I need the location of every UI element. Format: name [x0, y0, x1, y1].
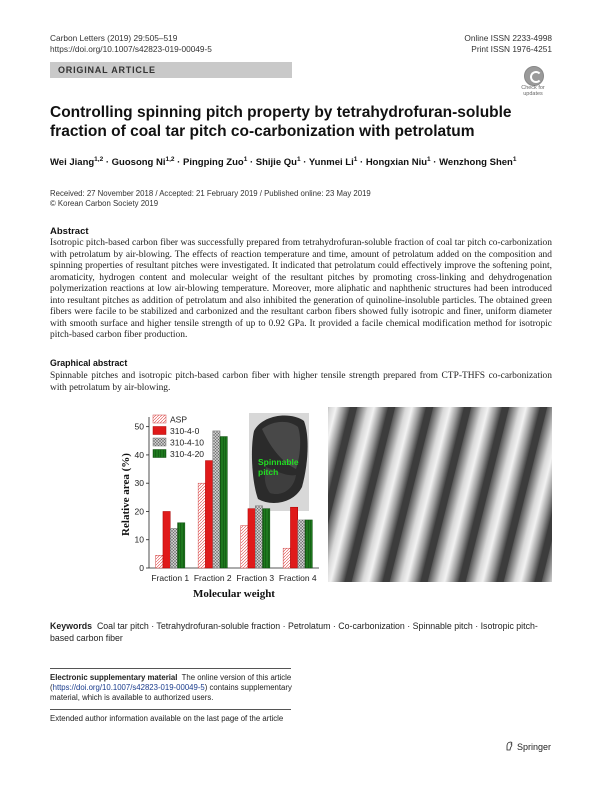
bar — [283, 548, 290, 568]
bar — [305, 520, 312, 568]
abstract-text: Isotropic pitch-based carbon fiber was successfully prepared from tetrahydrofuran-soluble fraction of coal tar pitch co-carbonization with petrolatum by air-blowing. The effects of reaction temperature and time, amount of petrolatum added on the composition and spinning properties of resultant pitches were investigated. It indicated that petrolatum could effectively improve the softening point, aromaticity, hydrogen content and molecular weight of the resultant pitches by promoting cross-linking and dehydrogenation polymerization reactions at low air-blowing temperature. Moreover, more aliphatic and naphthenic structures had been introduced into resultant pitches as addition of petrolatum and also inhibited the generation of quinoline-insoluble particles. The obtained green fibers were facile to be stabilized and carbonized and the resultant carbon fibers showed fully isotropic and finer, uniform diameter with smooth surface and higher tensile strength of up to 0.92 GPa. It provided a facile chemical modification method for isotropic pitch-based carbon fiber production. — [50, 238, 552, 341]
legend-swatch — [153, 450, 166, 458]
bar — [220, 437, 227, 568]
legend-swatch — [153, 438, 166, 446]
abstract-heading: Abstract — [50, 226, 89, 237]
copyright-line: © Korean Carbon Society 2019 — [50, 199, 159, 208]
bar — [156, 555, 163, 568]
article-title: Controlling spinning pitch property by tetrahydrofuran-soluble fraction of coal tar pitch co-carbonization with petrolatum — [50, 104, 512, 140]
author-affiliation: 1,2 — [165, 156, 175, 163]
check-for-updates-badge[interactable] — [516, 66, 550, 102]
publisher-logo — [505, 741, 551, 752]
author-affiliation: 1,2 — [94, 156, 104, 163]
y-tick-label: 20 — [134, 506, 144, 517]
bar — [248, 509, 255, 568]
x-tick-label: Fraction 1 — [151, 573, 190, 583]
author-name: Yunmei Li — [308, 157, 354, 169]
print-issn: Print ISSN 1976-4251 — [471, 43, 552, 54]
online-issn: Online ISSN 2233-4998 — [464, 33, 552, 43]
legend-entry: 310-4-0 — [170, 426, 200, 436]
publication-dates — [50, 189, 371, 209]
bar — [298, 520, 305, 568]
y-tick-label: 30 — [134, 478, 144, 489]
author-list: Wei Jiang$^{1,2}$ · Guosong Ni$^{1,2}$ · Pingping Zuo$^1$ · Shijie $Qu^1$ · Yunmei $Li^1$ · Hongxian Niu$^1$ · Wenzhong Shen$^1$ — [50, 156, 517, 169]
supplementary-material-note — [50, 673, 300, 704]
esm-text-2: ) contains supplementary material, which is available to authorized users. — [50, 683, 292, 703]
keywords — [50, 621, 552, 644]
y-tick-label: 50 — [134, 421, 144, 432]
author-affiliation: 1 — [427, 156, 431, 163]
journal-header — [50, 33, 212, 54]
x-tick-label: Fraction 4 — [278, 573, 317, 583]
author-affiliation: 1 — [243, 156, 248, 163]
check-updates-label: Check for updates — [521, 85, 545, 97]
springer-horse-icon — [505, 741, 514, 751]
bar — [255, 506, 262, 568]
esm-link[interactable]: https://doi.org/10.1007/s42823-019-00049-5 — [52, 683, 205, 693]
y-tick-label: 40 — [134, 449, 144, 460]
dates-line: Received: 27 November 2018 / Accepted: 21 February 2019 / Published online: 23 May 2019 — [50, 189, 371, 198]
bar — [198, 483, 205, 568]
publisher-name: Springer — [517, 742, 552, 752]
legend-swatch — [153, 427, 166, 435]
graphical-abstract-heading: Graphical abstract — [50, 358, 128, 368]
graphical-abstract-text: Spinnable pitches and isotropic pitch-based carbon fiber with higher tensile strength prepared from CTP-THFS co-carbonization with petrolatum by air-blowing. — [50, 371, 552, 393]
author-name: Hongxian Niu — [365, 157, 428, 169]
x-tick-label: Fraction 3 — [236, 573, 275, 583]
y-tick-label: 10 — [134, 534, 144, 545]
bar — [213, 431, 220, 568]
journal-citation: Carbon Letters (2019) 29:505–519 — [50, 33, 178, 43]
author-affiliation: 1 — [296, 156, 301, 163]
extended-author-info: Extended author information available on the last page of the article — [50, 714, 284, 723]
x-axis-label: Molecular weight — [193, 588, 275, 600]
divider — [50, 709, 291, 710]
y-axis-label: Relative area (%) — [120, 453, 132, 536]
author-affiliation: 1 — [353, 156, 358, 163]
x-tick-label: Fraction 2 — [193, 573, 232, 583]
article-type-label: ORIGINAL ARTICLE — [58, 65, 156, 75]
keywords-label: Keywords — [50, 621, 93, 631]
bar — [170, 528, 177, 568]
legend-entry: ASP — [170, 414, 188, 425]
legend-entry: 310-4-20 — [170, 449, 205, 459]
esm-label: Electronic supplementary material — [50, 673, 178, 682]
author-name: Pingping Zuo — [183, 157, 244, 169]
legend-swatch — [153, 415, 166, 423]
author-name: Wenzhong Shen — [439, 157, 513, 169]
bar — [178, 523, 185, 568]
author-name: Wei Jiang — [50, 157, 95, 169]
spinnable-pitch-inset — [249, 413, 309, 511]
bar — [163, 511, 170, 568]
sem-fiber-micrograph — [328, 407, 552, 582]
keywords-list: Coal tar pitch · Tetrahydrofuran-soluble fraction · Petrolatum · Co-carbonization · Spinnable pitch · Isotropic pitch-based carbon fiber — [50, 621, 538, 643]
refresh-icon — [524, 66, 544, 86]
author-name: Guosong Ni — [111, 157, 166, 169]
esm-text-1: The online version of this article ( — [50, 673, 292, 693]
bar-chart — [112, 405, 327, 605]
inset-label: Spinnable — [258, 457, 299, 467]
bar — [290, 507, 297, 568]
bar — [263, 509, 270, 568]
bar — [241, 526, 248, 568]
issn-header — [464, 33, 552, 54]
legend-entry: 310-4-10 — [170, 437, 205, 448]
bar — [205, 461, 212, 568]
author-affiliation: 1 — [512, 156, 517, 163]
article-type-banner — [50, 62, 292, 78]
author-name: Shijie Qu — [255, 157, 297, 169]
y-tick-label: 0 — [139, 563, 144, 573]
divider — [50, 668, 291, 669]
inset-label-line2: pitch — [258, 467, 279, 477]
doi-link[interactable]: https://doi.org/10.1007/s42823-019-00049-5 — [50, 43, 212, 54]
